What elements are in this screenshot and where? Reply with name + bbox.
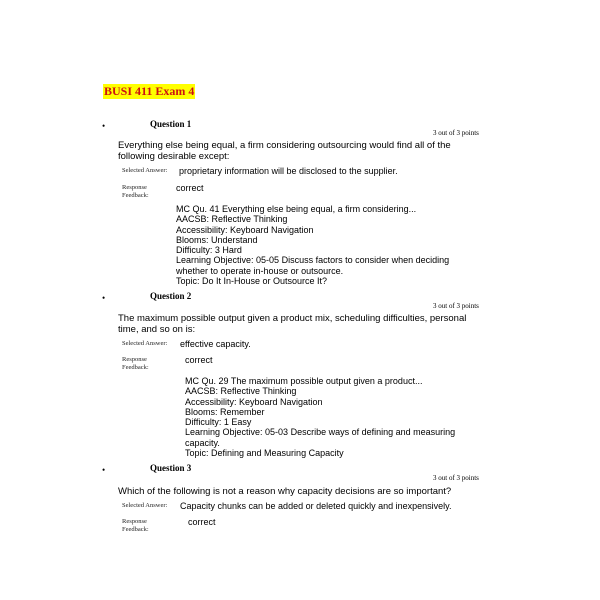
response-feedback-label: Response Feedback: bbox=[122, 518, 149, 533]
feedback-line: MC Qu. 29 The maximum possible output given a product... bbox=[185, 376, 423, 386]
feedback-line: Difficulty: 1 Easy bbox=[185, 417, 252, 428]
feedback-line: Blooms: Remember bbox=[185, 406, 265, 417]
feedback-line: Learning Objective: 05-05 Discuss factors to consider when deciding bbox=[176, 255, 450, 266]
feedback-line: MC Qu. 41 Everything else being equal, a firm considering... bbox=[176, 204, 417, 214]
response-status: correct bbox=[185, 355, 213, 365]
feedback-line: Topic: Do It In-House or Outsource It? bbox=[176, 276, 328, 287]
question-text-line: Which of the following is not a reason why capacity decisions are so important? bbox=[118, 486, 452, 497]
response-feedback-label: Response Feedback: bbox=[122, 356, 149, 371]
feedback-line: whether to operate in-house or outsource. bbox=[176, 265, 344, 276]
feedback-line: Accessibility: Keyboard Navigation bbox=[176, 224, 314, 235]
selected-answer-label: Selected Answer: bbox=[122, 340, 168, 347]
bullet-icon: • bbox=[102, 465, 106, 475]
feedback-line: Accessibility: Keyboard Navigation bbox=[185, 396, 323, 407]
question-points: 3 out of 3 points bbox=[433, 474, 479, 482]
feedback-line: Learning Objective: 05-03 Describe ways of defining and measuring bbox=[185, 427, 456, 438]
response-feedback-label: Response Feedback: bbox=[122, 184, 149, 199]
response-status: correct bbox=[176, 183, 204, 193]
selected-answer-text: Capacity chunks can be added or deleted quickly and inexpensively. bbox=[180, 501, 452, 511]
bullet-icon: • bbox=[102, 121, 106, 131]
bullet-icon: • bbox=[102, 293, 106, 303]
feedback-block bbox=[176, 204, 449, 286]
feedback-line: AACSB: Reflective Thinking bbox=[176, 214, 288, 225]
feedback-line: AACSB: Reflective Thinking bbox=[185, 386, 297, 397]
question-text-line: Everything else being equal, a firm considering outsourcing would find all of the bbox=[118, 140, 451, 151]
question-points: 3 out of 3 points bbox=[433, 302, 479, 310]
selected-answer-text: proprietary information will be disclosed to the supplier. bbox=[179, 166, 398, 176]
selected-answer-label: Selected Answer: bbox=[122, 502, 168, 509]
selected-answer-label: Selected Answer: bbox=[122, 167, 168, 174]
feedback-block bbox=[185, 376, 455, 458]
feedback-line: Difficulty: 3 Hard bbox=[176, 245, 242, 256]
feedback-line: Topic: Defining and Measuring Capacity bbox=[185, 448, 344, 459]
response-status: correct bbox=[188, 517, 216, 527]
question-points: 3 out of 3 points bbox=[433, 129, 479, 137]
selected-answer-text: effective capacity. bbox=[180, 339, 251, 349]
question-text-line: The maximum possible output given a product mix, scheduling difficulties, personal bbox=[118, 313, 467, 324]
question-title: Question 3 bbox=[150, 463, 192, 473]
question-title: Question 2 bbox=[150, 291, 192, 301]
question-text-line: following desirable except: bbox=[118, 151, 230, 162]
question-text-line: time, and so on is: bbox=[118, 324, 196, 335]
question-title: Question 1 bbox=[150, 119, 192, 129]
feedback-line: Blooms: Understand bbox=[176, 234, 258, 245]
feedback-line: capacity. bbox=[185, 437, 220, 448]
exam-title: BUSI 411 Exam 4 bbox=[104, 84, 195, 98]
